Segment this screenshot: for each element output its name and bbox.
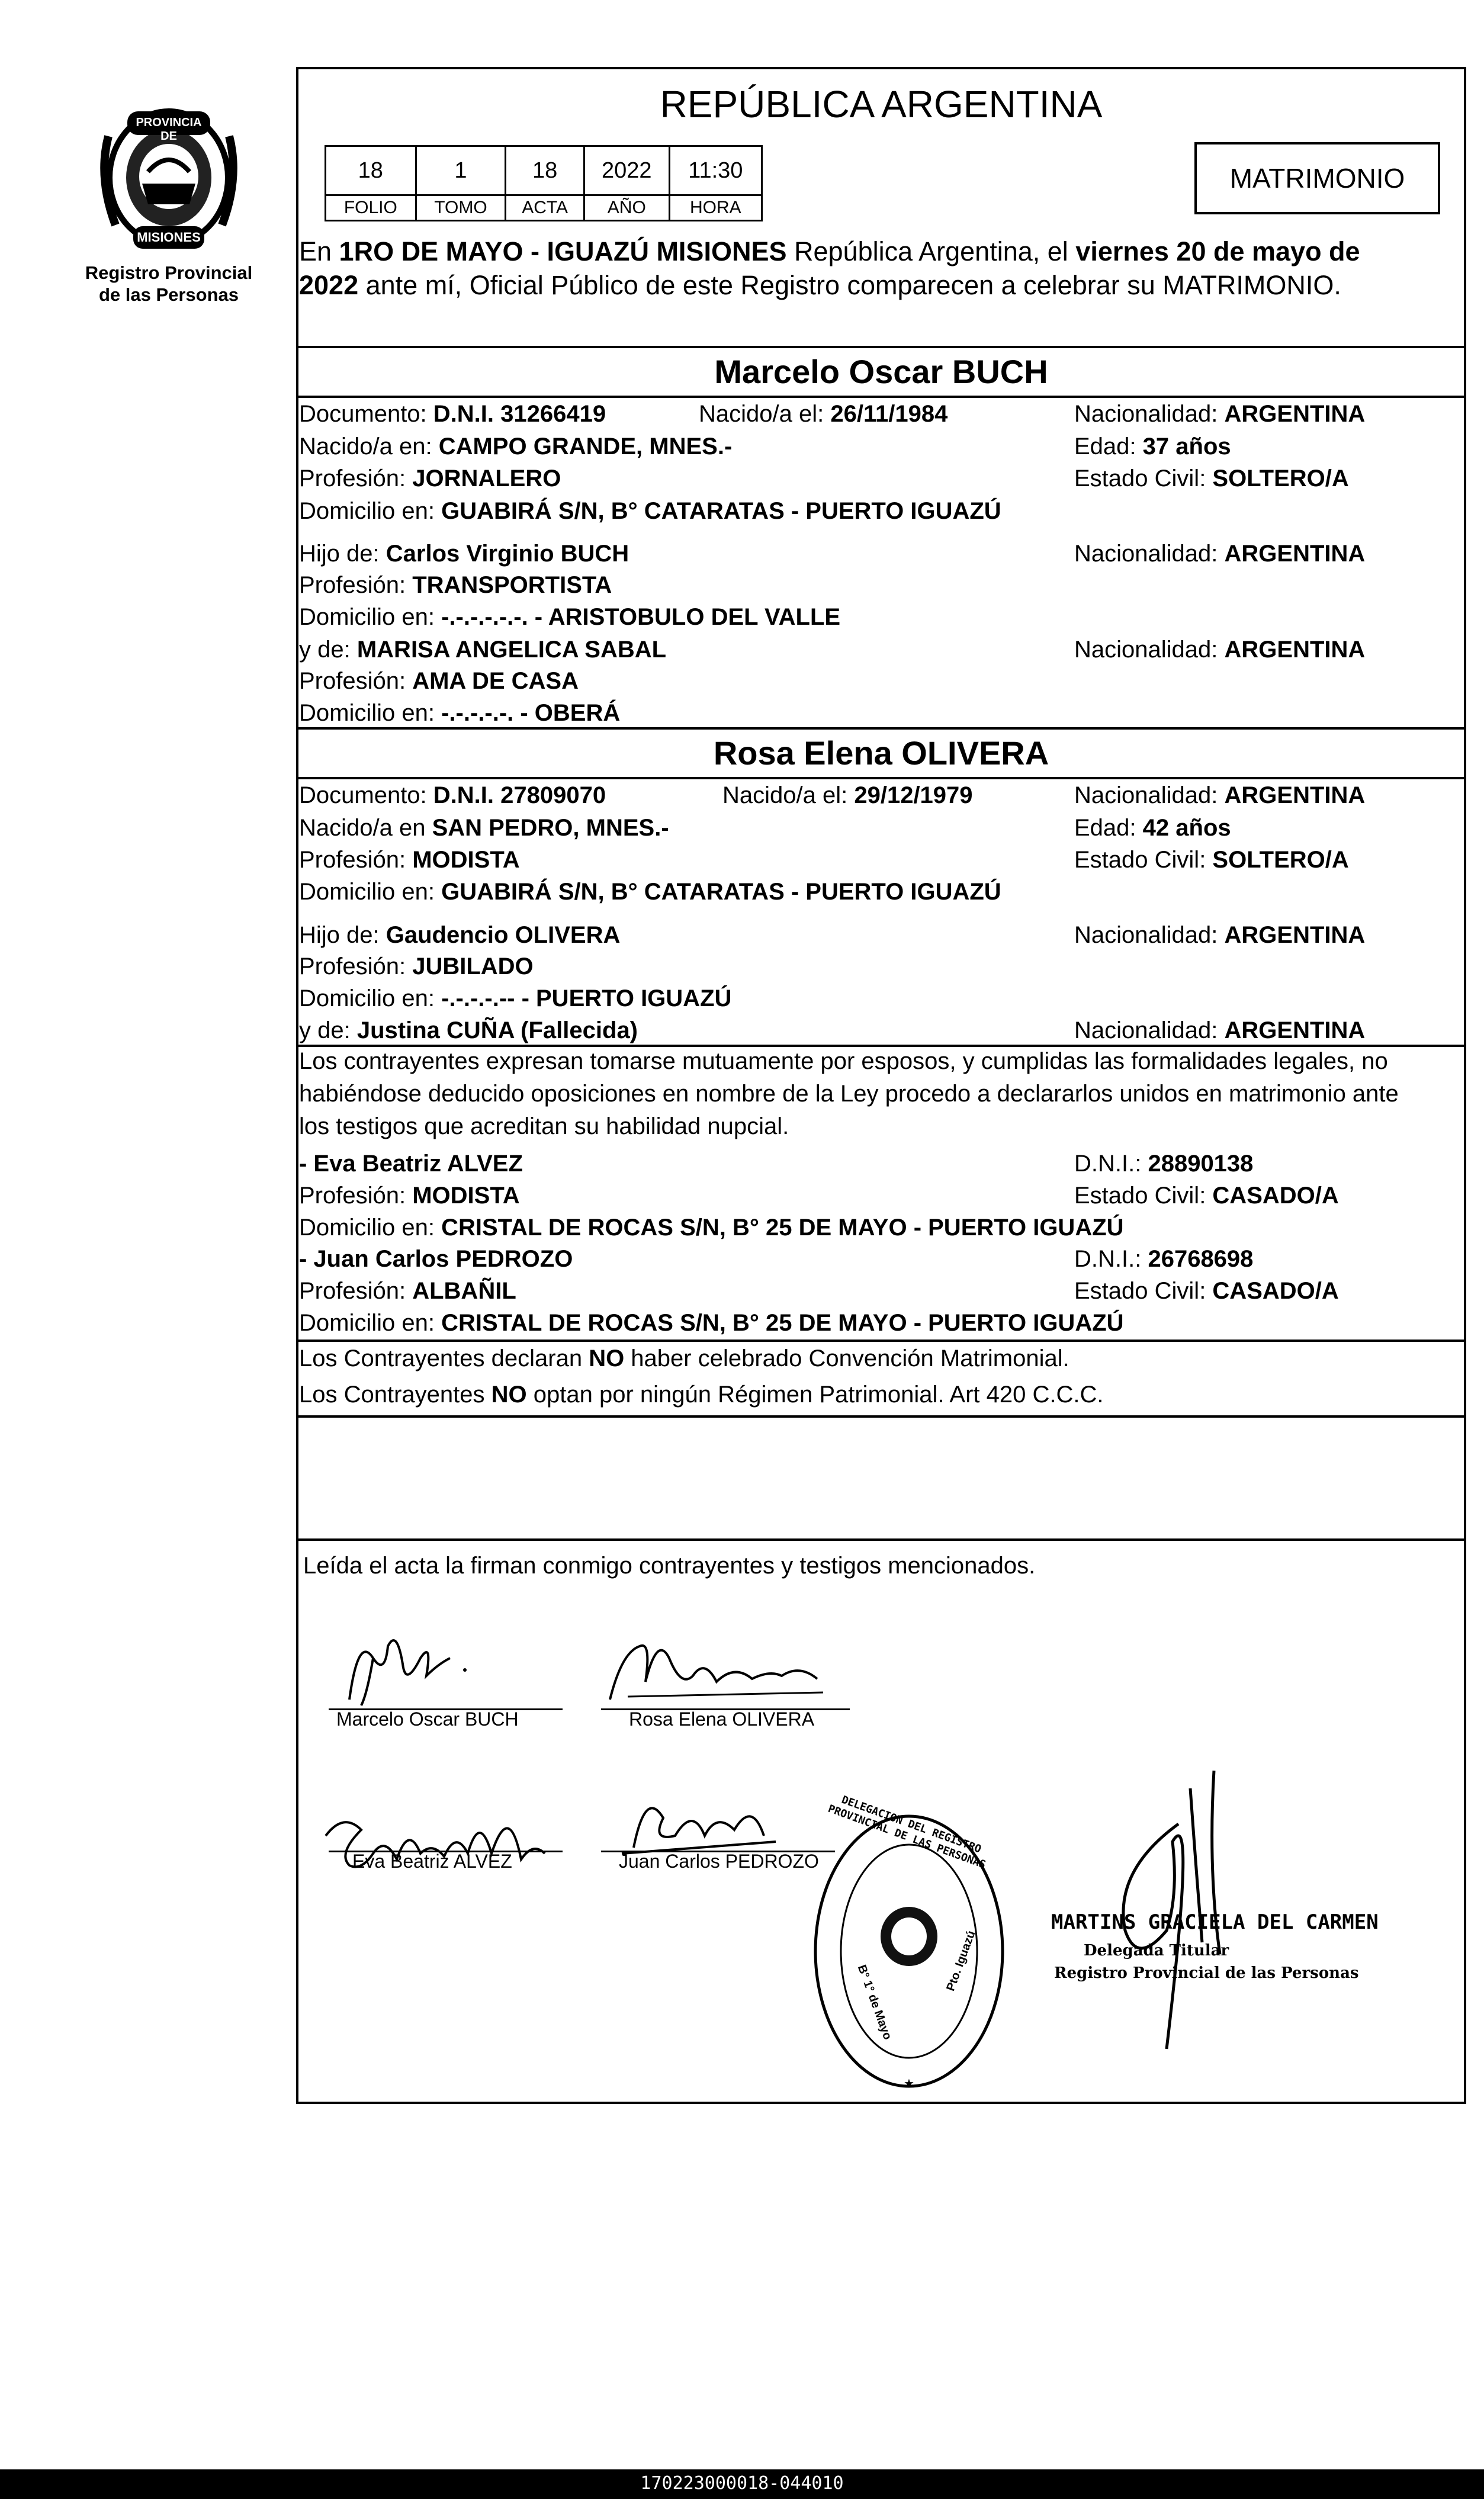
bride-born-place: Nacido/a en SAN PEDRO, MNES.-: [299, 815, 669, 841]
closing-text: Leída el acta la firman conmigo contrayentes y testigos mencionados.: [303, 1553, 1036, 1579]
official-stamp: [811, 1793, 1007, 2090]
declaration-line1: Los contrayentes expresan tomarse mutuamente por esposos, y cumplidas las formalidades legales, no: [299, 1048, 1388, 1074]
bride-mother-nationality: Nacionalidad: ARGENTINA: [1074, 1017, 1366, 1043]
groom-father-address: Domicilio en: -.-.-.-.-.-. - ARISTOBULO DEL VALLE: [299, 604, 841, 630]
footer-code: 170223000018-044010: [640, 2473, 844, 2494]
groom-signature: [332, 1623, 486, 1717]
registry-table: [325, 145, 763, 221]
official-title: Delegada Titular: [1084, 1942, 1229, 1960]
intro-place: 1RO DE MAYO - IGUAZÚ MISIONES: [339, 236, 787, 266]
official-signature: [1078, 1753, 1267, 2061]
witness1-name: - Eva Beatriz ALVEZ: [299, 1151, 523, 1177]
witness2-signature-name: Juan Carlos PEDROZO: [619, 1851, 819, 1872]
bride-document: Documento: D.N.I. 27809070: [299, 782, 606, 808]
groom-signature-name: Marcelo Oscar BUCH: [336, 1708, 519, 1730]
groom-mother-address: Domicilio en: -.-.-.-.-. - OBERÁ: [299, 700, 621, 726]
stamp-inner-right: Pto. Iguazú: [944, 1929, 978, 1993]
bride-name: Rosa Elena OLIVERA: [713, 734, 1049, 772]
groom-name: Marcelo Oscar BUCH: [714, 353, 1048, 390]
divider: [296, 396, 1466, 398]
bride-nationality: Nacionalidad: ARGENTINA: [1074, 782, 1366, 808]
official-name: MARTINS GRACIELA DEL CARMEN: [1051, 1910, 1379, 1934]
witness2-profession: Profesión: ALBAÑIL: [299, 1278, 516, 1304]
groom-father-nationality: Nacionalidad: ARGENTINA: [1074, 541, 1366, 567]
folio-value: 18: [326, 146, 416, 195]
witness1-dni: D.N.I.: 28890138: [1074, 1151, 1254, 1177]
convention-line1: Los Contrayentes declaran NO haber celebrado Convención Matrimonial.: [299, 1345, 1069, 1371]
divider: [296, 346, 1466, 348]
witness2-name: - Juan Carlos PEDROZO: [299, 1246, 573, 1272]
official-org: Registro Provincial de las Personas: [1054, 1964, 1359, 1982]
hora-value: 11:30: [669, 146, 762, 195]
bride-born-date: Nacido/a el: 29/12/1979: [722, 782, 973, 808]
groom-profession: Profesión: JORNALERO: [299, 465, 561, 492]
seal-caption-line1: Registro Provincial: [85, 262, 253, 283]
groom-address: Domicilio en: GUABIRÁ S/N, B° CATARATAS - PUERTO IGUAZÚ: [299, 498, 1001, 524]
intro-date: viernes 20 de mayo de: [1075, 236, 1360, 266]
witness2-address: Domicilio en: CRISTAL DE ROCAS S/N, B° 25 DE MAYO - PUERTO IGUAZÚ: [299, 1310, 1124, 1336]
bride-profession: Profesión: MODISTA: [299, 847, 520, 873]
folio-label: FOLIO: [326, 195, 416, 221]
bride-age: Edad: 42 años: [1074, 815, 1231, 841]
act-type-box: MATRIMONIO: [1194, 142, 1440, 214]
tomo-value: 1: [416, 146, 506, 195]
declaration-line3: los testigos que acreditan su habilidad nupcial.: [299, 1113, 789, 1139]
seal-ring-bottom-text: MISIONES: [137, 230, 201, 245]
seal-caption-line2: de las Personas: [98, 284, 239, 305]
tomo-label: TOMO: [416, 195, 506, 221]
svg-text:★: ★: [904, 2076, 914, 2090]
acta-value: 18: [506, 146, 584, 195]
acta-label: ACTA: [506, 195, 584, 221]
bride-father-nationality: Nacionalidad: ARGENTINA: [1074, 922, 1366, 948]
witness2-civil-status: Estado Civil: CASADO/A: [1074, 1278, 1339, 1304]
convention-line2: Los Contrayentes NO optan por ningún Régimen Patrimonial. Art 420 C.C.C.: [299, 1382, 1104, 1408]
seal-ring-top-text: PROVINCIA DE: [136, 116, 202, 143]
witness1-civil-status: Estado Civil: CASADO/A: [1074, 1183, 1339, 1209]
hora-label: HORA: [669, 195, 762, 221]
divider: [296, 777, 1466, 779]
divider: [296, 1538, 1466, 1541]
groom-father: Hijo de: Carlos Virginio BUCH: [299, 541, 629, 567]
groom-nationality: Nacionalidad: ARGENTINA: [1074, 401, 1366, 427]
witness1-profession: Profesión: MODISTA: [299, 1183, 520, 1209]
intro-line1: En 1RO DE MAYO - IGUAZÚ MISIONES República Argentina, el viernes 20 de mayo de: [299, 236, 1360, 266]
groom-born-place: Nacido/a en: CAMPO GRANDE, MNES.-: [299, 433, 733, 460]
provincial-seal: [92, 101, 246, 255]
bride-civil-status: Estado Civil: SOLTERO/A: [1074, 847, 1349, 873]
groom-mother-nationality: Nacionalidad: ARGENTINA: [1074, 637, 1366, 663]
bride-father: Hijo de: Gaudencio OLIVERA: [299, 922, 621, 948]
divider: [296, 1415, 1466, 1418]
groom-mother-profession: Profesión: AMA DE CASA: [299, 668, 579, 694]
anio-label: AÑO: [584, 195, 669, 221]
bride-father-address: Domicilio en: -.-.-.-.-- - PUERTO IGUAZÚ: [299, 985, 732, 1011]
declaration-line2: habiéndose deducido oposiciones en nombre de la Ley procedo a declararlos unidos en matrimonio ante: [299, 1081, 1399, 1107]
anio-value: 2022: [584, 146, 669, 195]
bride-signature: [604, 1623, 829, 1711]
stamp-inner-left: B° 1° de Mayo: [855, 1963, 894, 2042]
bride-mother: y de: Justina CUÑA (Fallecida): [299, 1017, 638, 1043]
groom-civil-status: Estado Civil: SOLTERO/A: [1074, 465, 1349, 492]
divider: [296, 1340, 1466, 1342]
stamp-ring-text: DELEGACION DEL REGISTRO PROVINCIAL DE LAS PERSONAS: [826, 1793, 988, 1871]
country-title: REPÚBLICA ARGENTINA: [660, 83, 1103, 126]
groom-age: Edad: 37 años: [1074, 433, 1231, 460]
divider: [296, 727, 1466, 730]
witness1-address: Domicilio en: CRISTAL DE ROCAS S/N, B° 25 DE MAYO - PUERTO IGUAZÚ: [299, 1215, 1124, 1241]
groom-mother: y de: MARISA ANGELICA SABAL: [299, 637, 667, 663]
groom-document: Documento: D.N.I. 31266419: [299, 401, 606, 427]
witness1-signature-name: Eva Beatriz ALVEZ: [352, 1851, 512, 1872]
groom-born-date: Nacido/a el: 26/11/1984: [699, 401, 948, 427]
bride-father-profession: Profesión: JUBILADO: [299, 953, 534, 979]
groom-father-profession: Profesión: TRANSPORTISTA: [299, 572, 612, 598]
witness2-dni: D.N.I.: 26768698: [1074, 1246, 1254, 1272]
intro-line2: 2022 ante mí, Oficial Público de este Registro comparecen a celebrar su MATRIMONIO.: [299, 270, 1341, 300]
bride-address: Domicilio en: GUABIRÁ S/N, B° CATARATAS - PUERTO IGUAZÚ: [299, 879, 1001, 905]
bride-signature-name: Rosa Elena OLIVERA: [629, 1708, 815, 1730]
